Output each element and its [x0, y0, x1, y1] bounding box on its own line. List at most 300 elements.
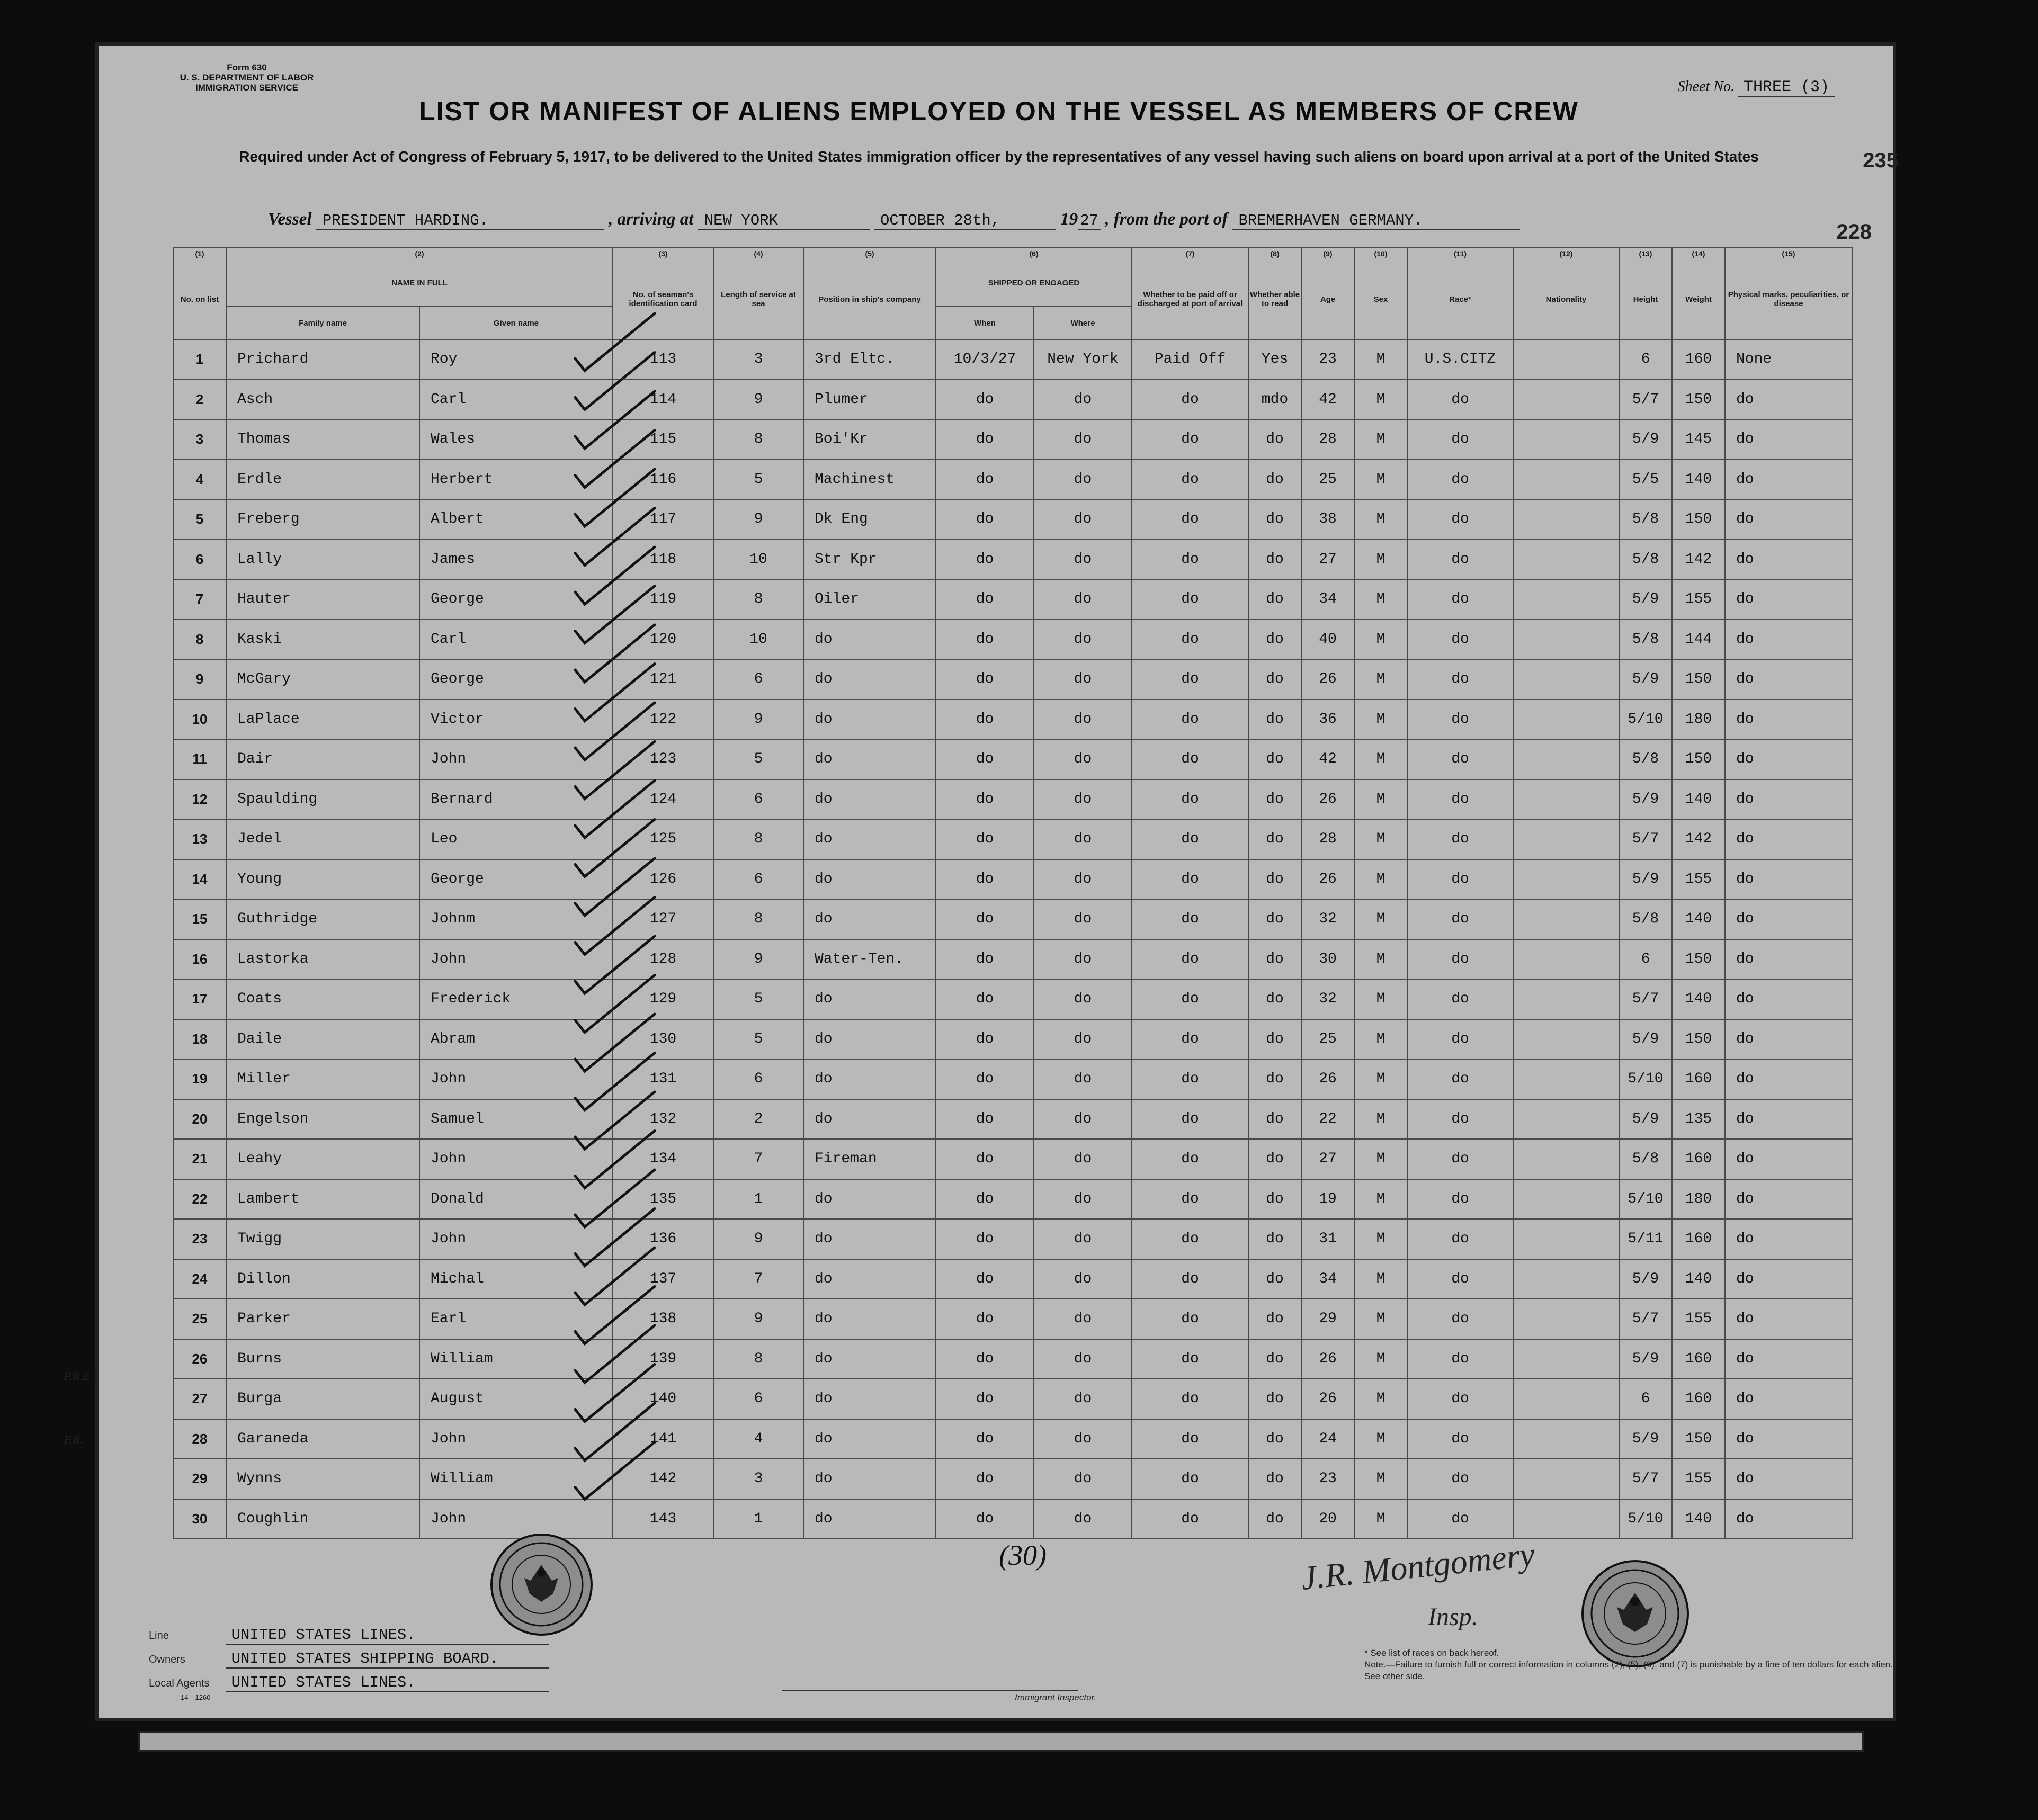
margin-note-fr: F.R. [64, 1433, 83, 1446]
cell-height: 5/9 [1619, 1019, 1672, 1060]
cell-position: do [803, 1099, 936, 1140]
cell-given-name: Frederick [419, 979, 613, 1019]
cell-weight: 155 [1672, 1299, 1725, 1339]
cell-shipped-where: do [1034, 1139, 1132, 1179]
cell-height: 5/10 [1619, 1059, 1672, 1099]
cell-able-to-read: do [1248, 819, 1301, 859]
cell-shipped-when: do [936, 979, 1034, 1019]
cell-physical-marks: do [1725, 700, 1852, 740]
page-title: LIST OR MANIFEST OF ALIENS EMPLOYED ON THE VESSEL AS MEMBERS OF CREW [419, 96, 1579, 126]
cell-paid-off: do [1132, 939, 1248, 980]
cell-race: do [1407, 659, 1513, 700]
cell-able-to-read: do [1248, 779, 1301, 820]
cell-weight: 150 [1672, 939, 1725, 980]
cell-position: do [803, 1259, 936, 1299]
cell-family-name: Garaneda [226, 1419, 419, 1459]
cell-age: 20 [1301, 1499, 1354, 1539]
cell-row-number: 8 [173, 620, 226, 660]
column-number-row: (1) (2) (3) (4) (5) (6) (7) (8) (9) (10) (11) (12) (13) (14) (15) [173, 247, 1852, 259]
cell-age: 36 [1301, 700, 1354, 740]
cell-paid-off: do [1132, 979, 1248, 1019]
cell-race: do [1407, 540, 1513, 580]
cell-given-name: John [419, 1419, 613, 1459]
cell-paid-off: Paid Off [1132, 339, 1248, 380]
cell-given-name: Leo [419, 819, 613, 859]
cell-position: Water-Ten. [803, 939, 936, 980]
cell-age: 30 [1301, 939, 1354, 980]
cell-service-length: 6 [713, 859, 803, 900]
form-code: 14—1260 [181, 1693, 211, 1701]
cell-able-to-read: do [1248, 1459, 1301, 1499]
cell-physical-marks: do [1725, 1059, 1852, 1099]
cell-service-length: 4 [713, 1419, 803, 1459]
cell-height: 5/8 [1619, 899, 1672, 939]
arrival-year: 27 [1078, 212, 1101, 230]
cell-height: 5/9 [1619, 779, 1672, 820]
cell-family-name: Kaski [226, 620, 419, 660]
cell-race: do [1407, 899, 1513, 939]
page-subtitle: Required under Act of Congress of February 5, 1917, to be delivered to the United States immigration officer by the representatives of any vessel having such aliens on board upon arrival at a port of the United States [239, 148, 1759, 165]
handwritten-check-marks [99, 46, 1899, 1724]
cell-seaman-card: 129 [613, 979, 713, 1019]
cell-service-length: 1 [713, 1499, 803, 1539]
cell-race: do [1407, 499, 1513, 540]
page-side-number-2: 228 [1836, 220, 1872, 244]
cell-service-length: 3 [713, 339, 803, 380]
cell-age: 31 [1301, 1219, 1354, 1259]
cell-given-name: Johnm [419, 899, 613, 939]
cell-paid-off: do [1132, 1099, 1248, 1140]
cell-able-to-read: do [1248, 1499, 1301, 1539]
cell-weight: 140 [1672, 1259, 1725, 1299]
cell-shipped-where: do [1034, 419, 1132, 460]
cell-physical-marks: None [1725, 339, 1852, 380]
cell-physical-marks: do [1725, 1179, 1852, 1220]
cell-able-to-read: do [1248, 939, 1301, 980]
cell-height: 5/9 [1619, 1259, 1672, 1299]
cell-position: Boi'Kr [803, 419, 936, 460]
cell-age: 26 [1301, 779, 1354, 820]
cell-sex: M [1354, 1299, 1407, 1339]
cell-seaman-card: 131 [613, 1059, 713, 1099]
cell-physical-marks: do [1725, 460, 1852, 500]
consulate-seal-left [490, 1534, 593, 1636]
cell-age: 26 [1301, 1339, 1354, 1379]
cell-seaman-card: 125 [613, 819, 713, 859]
cell-shipped-when: do [936, 819, 1034, 859]
cell-sex: M [1354, 979, 1407, 1019]
cell-paid-off: do [1132, 579, 1248, 620]
cell-seaman-card: 139 [613, 1339, 713, 1379]
footer-agents: Local Agents UNITED STATES LINES. [149, 1674, 549, 1692]
cell-able-to-read: do [1248, 1179, 1301, 1220]
footer-notes [1364, 1647, 1894, 1682]
cell-age: 26 [1301, 659, 1354, 700]
cell-position: do [803, 1059, 936, 1099]
cell-given-name: Roy [419, 339, 613, 380]
cell-shipped-when: do [936, 1459, 1034, 1499]
cell-shipped-where: do [1034, 1219, 1132, 1259]
cell-seaman-card: 135 [613, 1179, 713, 1220]
cell-shipped-when: do [936, 460, 1034, 500]
cell-shipped-where: do [1034, 1259, 1132, 1299]
header-race: Race* [1407, 259, 1513, 339]
cell-paid-off: do [1132, 1219, 1248, 1259]
cell-weight: 150 [1672, 739, 1725, 779]
cell-able-to-read: do [1248, 659, 1301, 700]
cell-age: 22 [1301, 1099, 1354, 1140]
cell-able-to-read: do [1248, 1219, 1301, 1259]
cell-age: 26 [1301, 1059, 1354, 1099]
cell-sex: M [1354, 1419, 1407, 1459]
cell-given-name: John [419, 1139, 613, 1179]
cell-weight: 144 [1672, 620, 1725, 660]
cell-family-name: Engelson [226, 1099, 419, 1140]
cell-given-name: Carl [419, 380, 613, 420]
cell-height: 5/8 [1619, 540, 1672, 580]
cell-shipped-when: do [936, 1499, 1034, 1539]
cell-weight: 160 [1672, 1139, 1725, 1179]
cell-seaman-card: 121 [613, 659, 713, 700]
cell-physical-marks: do [1725, 1219, 1852, 1259]
cell-row-number: 18 [173, 1019, 226, 1060]
cell-seaman-card: 127 [613, 899, 713, 939]
cell-able-to-read: do [1248, 1299, 1301, 1339]
cell-shipped-where: do [1034, 1099, 1132, 1140]
cell-physical-marks: do [1725, 819, 1852, 859]
cell-sex: M [1354, 339, 1407, 380]
cell-able-to-read: Yes [1248, 339, 1301, 380]
cell-race: do [1407, 1019, 1513, 1060]
cell-weight: 160 [1672, 1219, 1725, 1259]
cell-weight: 150 [1672, 1019, 1725, 1060]
cell-weight: 140 [1672, 779, 1725, 820]
cell-able-to-read: do [1248, 419, 1301, 460]
cell-given-name: Herbert [419, 460, 613, 500]
cell-age: 19 [1301, 1179, 1354, 1220]
form-identifier: Form 630 U. S. DEPARTMENT OF LABOR IMMIGRATION SERVICE [180, 62, 314, 93]
cell-sex: M [1354, 1379, 1407, 1419]
cell-shipped-when: do [936, 1259, 1034, 1299]
cell-race: do [1407, 779, 1513, 820]
cell-height: 5/7 [1619, 1299, 1672, 1339]
cell-service-length: 5 [713, 460, 803, 500]
cell-able-to-read: do [1248, 739, 1301, 779]
cell-paid-off: do [1132, 1499, 1248, 1539]
cell-height: 5/9 [1619, 419, 1672, 460]
cell-race: do [1407, 1219, 1513, 1259]
cell-row-number: 10 [173, 700, 226, 740]
cell-given-name: Abram [419, 1019, 613, 1060]
cell-seaman-card: 134 [613, 1139, 713, 1179]
cell-given-name: Wales [419, 419, 613, 460]
cell-row-number: 11 [173, 739, 226, 779]
cell-service-length: 9 [713, 1219, 803, 1259]
cell-position: do [803, 1499, 936, 1539]
cell-seaman-card: 136 [613, 1219, 713, 1259]
cell-physical-marks: do [1725, 979, 1852, 1019]
cell-sex: M [1354, 419, 1407, 460]
cell-physical-marks: do [1725, 1259, 1852, 1299]
cell-row-number: 17 [173, 979, 226, 1019]
cell-physical-marks: do [1725, 779, 1852, 820]
header-nationality: Nationality [1513, 259, 1619, 339]
cell-race: do [1407, 939, 1513, 980]
cell-height: 6 [1619, 339, 1672, 380]
cell-sex: M [1354, 1099, 1407, 1140]
cell-sex: M [1354, 819, 1407, 859]
cell-height: 6 [1619, 939, 1672, 980]
cell-seaman-card: 122 [613, 700, 713, 740]
cell-paid-off: do [1132, 1059, 1248, 1099]
cell-family-name: Asch [226, 380, 419, 420]
cell-position: do [803, 979, 936, 1019]
cell-age: 29 [1301, 1299, 1354, 1339]
header-where: Where [1034, 307, 1132, 339]
cell-given-name: John [419, 939, 613, 980]
cell-service-length: 6 [713, 659, 803, 700]
cell-seaman-card: 123 [613, 739, 713, 779]
cell-sex: M [1354, 659, 1407, 700]
cell-able-to-read: do [1248, 1019, 1301, 1060]
cell-height: 5/10 [1619, 1499, 1672, 1539]
header-physical-marks: Physical marks, peculiarities, or disease [1725, 259, 1852, 339]
header-sex: Sex [1354, 259, 1407, 339]
cell-able-to-read: do [1248, 460, 1301, 500]
cell-able-to-read: do [1248, 1259, 1301, 1299]
cell-service-length: 8 [713, 819, 803, 859]
cell-able-to-read: do [1248, 620, 1301, 660]
cell-race: U.S.CITZ [1407, 339, 1513, 380]
cell-given-name: John [419, 1059, 613, 1099]
cell-height: 5/7 [1619, 819, 1672, 859]
cell-position: Oiler [803, 579, 936, 620]
cell-age: 25 [1301, 1019, 1354, 1060]
cell-family-name: Lastorka [226, 939, 419, 980]
cell-service-length: 7 [713, 1259, 803, 1299]
cell-family-name: Erdle [226, 460, 419, 500]
cell-paid-off: do [1132, 1019, 1248, 1060]
arrival-date: OCTOBER 28th, [874, 212, 1056, 230]
cell-seaman-card: 140 [613, 1379, 713, 1419]
cell-paid-off: do [1132, 1259, 1248, 1299]
cell-seaman-card: 113 [613, 339, 713, 380]
cell-service-length: 9 [713, 1299, 803, 1339]
cell-able-to-read: mdo [1248, 380, 1301, 420]
cell-race: do [1407, 460, 1513, 500]
cell-sex: M [1354, 540, 1407, 580]
header-weight: Weight [1672, 259, 1725, 339]
cell-row-number: 5 [173, 499, 226, 540]
cell-shipped-when: do [936, 779, 1034, 820]
cell-service-length: 9 [713, 700, 803, 740]
cell-shipped-when: do [936, 1179, 1034, 1220]
page-side-number: 235 [1863, 149, 1898, 172]
cell-shipped-where: do [1034, 1339, 1132, 1379]
cell-given-name: John [419, 1499, 613, 1539]
cell-physical-marks: do [1725, 1019, 1852, 1060]
cell-shipped-where: do [1034, 739, 1132, 779]
cell-row-number: 25 [173, 1299, 226, 1339]
cell-age: 24 [1301, 1419, 1354, 1459]
cell-weight: 160 [1672, 1059, 1725, 1099]
line-value: UNITED STATES LINES. [226, 1626, 549, 1645]
cell-physical-marks: do [1725, 620, 1852, 660]
cell-row-number: 27 [173, 1379, 226, 1419]
cell-height: 5/9 [1619, 1339, 1672, 1379]
cell-row-number: 14 [173, 859, 226, 900]
cell-service-length: 2 [713, 1099, 803, 1140]
cell-shipped-where: do [1034, 579, 1132, 620]
cell-position: do [803, 1019, 936, 1060]
cell-sex: M [1354, 1179, 1407, 1220]
cell-age: 27 [1301, 540, 1354, 580]
cell-sex: M [1354, 1139, 1407, 1179]
cell-row-number: 6 [173, 540, 226, 580]
cell-paid-off: do [1132, 700, 1248, 740]
cell-seaman-card: 128 [613, 939, 713, 980]
cell-shipped-where: do [1034, 1299, 1132, 1339]
cell-row-number: 22 [173, 1179, 226, 1220]
cell-able-to-read: do [1248, 1419, 1301, 1459]
cell-shipped-when: do [936, 1219, 1034, 1259]
cell-seaman-card: 138 [613, 1299, 713, 1339]
cell-shipped-where: New York [1034, 339, 1132, 380]
cell-family-name: Thomas [226, 419, 419, 460]
cell-height: 5/8 [1619, 739, 1672, 779]
cell-weight: 155 [1672, 579, 1725, 620]
cell-physical-marks: do [1725, 1379, 1852, 1419]
cell-paid-off: do [1132, 1299, 1248, 1339]
cell-paid-off: do [1132, 1459, 1248, 1499]
cell-physical-marks: do [1725, 499, 1852, 540]
cell-given-name: Earl [419, 1299, 613, 1339]
cell-physical-marks: do [1725, 859, 1852, 900]
cell-given-name: Michal [419, 1259, 613, 1299]
cell-shipped-when: do [936, 659, 1034, 700]
cell-sex: M [1354, 700, 1407, 740]
cell-weight: 150 [1672, 499, 1725, 540]
cell-row-number: 2 [173, 380, 226, 420]
cell-race: do [1407, 1499, 1513, 1539]
cell-service-length: 3 [713, 1459, 803, 1499]
cell-given-name: William [419, 1459, 613, 1499]
cell-position: do [803, 1379, 936, 1419]
cell-race: do [1407, 1299, 1513, 1339]
cell-age: 26 [1301, 859, 1354, 900]
cell-race: do [1407, 859, 1513, 900]
cell-paid-off: do [1132, 899, 1248, 939]
cell-paid-off: do [1132, 859, 1248, 900]
cell-shipped-when: do [936, 540, 1034, 580]
cell-seaman-card: 118 [613, 540, 713, 580]
cell-family-name: Coughlin [226, 1499, 419, 1539]
cell-given-name: James [419, 540, 613, 580]
cell-position: do [803, 700, 936, 740]
cell-race: do [1407, 1259, 1513, 1299]
cell-weight: 160 [1672, 1339, 1725, 1379]
cell-physical-marks: do [1725, 1139, 1852, 1179]
header-able-to-read: Whether able to read [1248, 259, 1301, 339]
cell-position: do [803, 1219, 936, 1259]
cell-able-to-read: do [1248, 859, 1301, 900]
cell-race: do [1407, 1339, 1513, 1379]
cell-row-number: 13 [173, 819, 226, 859]
cell-sex: M [1354, 899, 1407, 939]
cell-shipped-when: do [936, 1339, 1034, 1379]
cell-race: do [1407, 1459, 1513, 1499]
cell-shipped-when: 10/3/27 [936, 339, 1034, 380]
cell-given-name: George [419, 659, 613, 700]
cell-weight: 155 [1672, 1459, 1725, 1499]
header-shipped-engaged: SHIPPED OR ENGAGED [936, 259, 1132, 307]
cell-sex: M [1354, 1059, 1407, 1099]
cell-age: 40 [1301, 620, 1354, 660]
cell-age: 32 [1301, 979, 1354, 1019]
cell-shipped-where: do [1034, 979, 1132, 1019]
cell-position: do [803, 859, 936, 900]
cell-family-name: McGary [226, 659, 419, 700]
cell-family-name: LaPlace [226, 700, 419, 740]
header-position: Position in ship's company [803, 259, 936, 339]
cell-shipped-when: do [936, 700, 1034, 740]
cell-paid-off: do [1132, 460, 1248, 500]
cell-able-to-read: do [1248, 899, 1301, 939]
cell-able-to-read: do [1248, 979, 1301, 1019]
cell-row-number: 3 [173, 419, 226, 460]
inspector-signature: J.R. Montgomery [1299, 1535, 1536, 1597]
cell-row-number: 7 [173, 579, 226, 620]
cell-physical-marks: do [1725, 659, 1852, 700]
cell-paid-off: do [1132, 819, 1248, 859]
paper-bottom-edge [138, 1731, 1864, 1752]
cell-physical-marks: do [1725, 1339, 1852, 1379]
cell-seaman-card: 124 [613, 779, 713, 820]
cell-paid-off: do [1132, 1179, 1248, 1220]
cell-position: do [803, 739, 936, 779]
cell-race: do [1407, 1099, 1513, 1140]
cell-sex: M [1354, 859, 1407, 900]
cell-weight: 140 [1672, 1499, 1725, 1539]
cell-position: do [803, 1299, 936, 1339]
cell-race: do [1407, 1419, 1513, 1459]
cell-height: 5/10 [1619, 700, 1672, 740]
cell-given-name: Samuel [419, 1099, 613, 1140]
cell-family-name: Guthridge [226, 899, 419, 939]
penalty-note: Note.—Failure to furnish full or correct information in columns (2), (5), (6), and (7) is punishable by a fine of ten dollars for each alien. See other side. [1364, 1660, 1893, 1681]
cell-sex: M [1354, 499, 1407, 540]
cell-family-name: Freberg [226, 499, 419, 540]
cell-service-length: 1 [713, 1179, 803, 1220]
inspector-label: Immigrant Inspector. [1015, 1692, 1097, 1702]
cell-physical-marks: do [1725, 540, 1852, 580]
cell-weight: 142 [1672, 819, 1725, 859]
cell-shipped-when: do [936, 1019, 1034, 1060]
cell-height: 5/10 [1619, 1179, 1672, 1220]
cell-position: 3rd Eltc. [803, 339, 936, 380]
cell-family-name: Hauter [226, 579, 419, 620]
cell-physical-marks: do [1725, 1299, 1852, 1339]
cell-weight: 140 [1672, 460, 1725, 500]
cell-height: 5/9 [1619, 859, 1672, 900]
header-when: When [936, 307, 1034, 339]
arrival-port: NEW YORK [698, 212, 870, 230]
cell-shipped-where: do [1034, 1019, 1132, 1060]
cell-row-number: 12 [173, 779, 226, 820]
cell-height: 5/7 [1619, 979, 1672, 1019]
cell-shipped-where: do [1034, 380, 1132, 420]
cell-sex: M [1354, 739, 1407, 779]
